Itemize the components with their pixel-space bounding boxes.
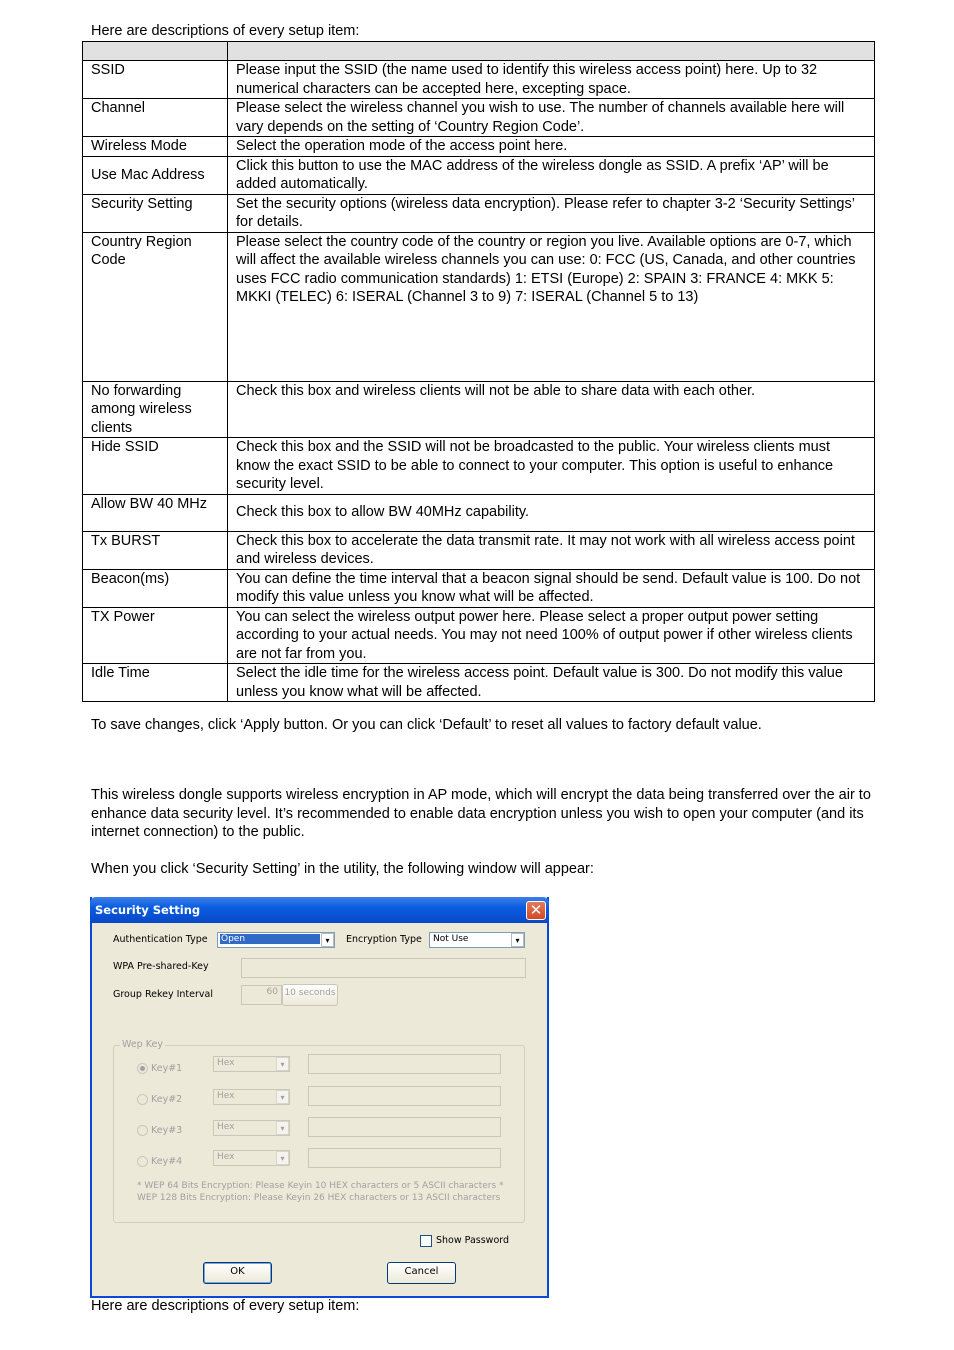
close-icon[interactable]: ✕ <box>526 901 546 920</box>
group-rekey-input[interactable]: 60 <box>241 985 282 1005</box>
key2-label: Key#2 <box>151 1094 183 1105</box>
save-note: To save changes, click ‘Apply button. Or you can click ‘Default’ to reset all values to factory default value. <box>91 717 762 733</box>
table-row: SSID Please input the SSID (the name used to identify this wireless access point) here. Up to 32 numerical characters can be accepted here, excepting space. <box>83 61 875 99</box>
wep128-note: WEP 128 Bits Encryption: Please Keyin 26 HEX characters or 13 ASCII characters <box>137 1193 501 1203</box>
key3-input[interactable] <box>308 1117 501 1137</box>
key4-label: Key#4 <box>151 1156 183 1167</box>
table-row: Wireless Mode Select the operation mode of the access point here. <box>83 137 875 157</box>
dialog-title: Security Setting <box>95 903 201 917</box>
encryption-type-select[interactable]: Not Use ▾ <box>429 932 525 948</box>
group-rekey-label: Group Rekey Interval <box>113 989 213 1000</box>
chevron-down-icon[interactable]: ▾ <box>321 933 334 947</box>
key1-radio[interactable] <box>137 1063 148 1074</box>
cancel-button[interactable]: Cancel <box>387 1262 456 1284</box>
table-row: Idle Time Select the idle time for the wireless access point. Default value is 300. Do not modify this value unless you know what will be affected. <box>83 664 875 702</box>
ok-button[interactable]: OK <box>203 1262 272 1284</box>
security-setting-dialog <box>90 897 549 1298</box>
chevron-down-icon[interactable]: ▾ <box>276 1151 289 1165</box>
table-row: Channel Please select the wireless channel you wish to use. The number of channels available here will vary depends on the setting of ‘Country Region Code’. <box>83 99 875 137</box>
table-row: Beacon(ms) You can define the time interval that a beacon signal should be send. Default value is 100. Do not modify this value unless you know what will be affected. <box>83 569 875 607</box>
table-row: Use Mac Address Click this button to use the MAC address of the wireless dongle as SSID. A prefix ‘AP’ will be added automatically. <box>83 156 875 194</box>
wep64-note: * WEP 64 Bits Encryption: Please Keyin 10 HEX characters or 5 ASCII characters * <box>137 1181 504 1191</box>
outro-text: Here are descriptions of every setup item: <box>91 1298 360 1314</box>
key3-radio[interactable] <box>137 1125 148 1136</box>
key3-format-select[interactable]: Hex ▾ <box>213 1120 290 1136</box>
key4-radio[interactable] <box>137 1156 148 1167</box>
auth-type-select[interactable]: Open ▾ <box>217 932 335 948</box>
rekey-unit-button[interactable]: 10 seconds <box>282 984 338 1006</box>
chevron-down-icon[interactable]: ▾ <box>276 1121 289 1135</box>
wep-key-group <box>113 1039 525 1223</box>
chevron-down-icon[interactable]: ▾ <box>511 933 524 947</box>
dialog-titlebar <box>90 897 549 923</box>
table-row: TX Power You can select the wireless output power here. Please select a proper output power setting according to your actual needs. You may not need 100% of output power if other wireless clients are not far from you. <box>83 607 875 664</box>
table-header-row <box>83 42 875 61</box>
encryption-type-label: Encryption Type <box>346 934 422 945</box>
key2-radio[interactable] <box>137 1094 148 1105</box>
key1-input[interactable] <box>308 1054 501 1074</box>
chevron-down-icon[interactable]: ▾ <box>276 1090 289 1104</box>
table-row: Hide SSID Check this box and the SSID will not be broadcasted to the public. Your wireless clients must know the exact SSID to be able to connect to your computer. This option is useful to enhance security level. <box>83 438 875 495</box>
key3-label: Key#3 <box>151 1125 183 1136</box>
key4-format-select[interactable]: Hex ▾ <box>213 1150 290 1166</box>
key2-input[interactable] <box>308 1086 501 1106</box>
show-password-checkbox[interactable] <box>420 1235 432 1247</box>
key4-input[interactable] <box>308 1148 501 1168</box>
auth-type-label: Authentication Type <box>113 934 208 945</box>
wep-key-legend: Wep Key <box>122 1039 163 1050</box>
chevron-down-icon[interactable]: ▾ <box>276 1057 289 1071</box>
wpa-psk-input[interactable] <box>241 958 526 978</box>
table-row: Allow BW 40 MHz Check this box to allow BW 40MHz capability. <box>83 494 875 531</box>
show-password-label: Show Password <box>436 1235 510 1246</box>
key1-format-select[interactable]: Hex ▾ <box>213 1056 290 1072</box>
key2-format-select[interactable]: Hex ▾ <box>213 1089 290 1105</box>
wpa-psk-label: WPA Pre-shared-Key <box>113 961 209 972</box>
table-row: Country Region Code Please select the country code of the country or region you live. Available options are 0-7, which will affect the available wireless channels you can use: 0: FCC (US, Canada, and other countries uses FCC radio communication standards) 1: ETSI (Europe) 2: SPAIN 3: FRANCE 4: MKK 5: MKKI (TELEC) 6: ISERAL (Channel 3 to 9) 7: ISERAL (Channel 5 to 13) <box>83 232 875 381</box>
encryption-paragraph: This wireless dongle supports wireless encryption in AP mode, which will encrypt the data being transferred over the air to enhance data security level. It’s recommended to enable data encryption unless you wish to open your computer (and its internet connection) to the public. <box>91 787 871 840</box>
table-row: Security Setting Set the security options (wireless data encryption). Please refer to chapter 3-2 ‘Security Settings’ for details. <box>83 194 875 232</box>
click-paragraph: When you click ‘Security Setting’ in the utility, the following window will appear: <box>91 861 594 877</box>
intro-text: Here are descriptions of every setup item: <box>91 23 360 39</box>
table-row: Tx BURST Check this box to accelerate the data transmit rate. It may not work with all wireless access point and wireless devices. <box>83 531 875 569</box>
setup-items-table <box>82 41 875 702</box>
key1-label: Key#1 <box>151 1063 183 1074</box>
table-row: No forwarding among wireless clients Check this box and wireless clients will not be able to share data with each other. <box>83 381 875 438</box>
